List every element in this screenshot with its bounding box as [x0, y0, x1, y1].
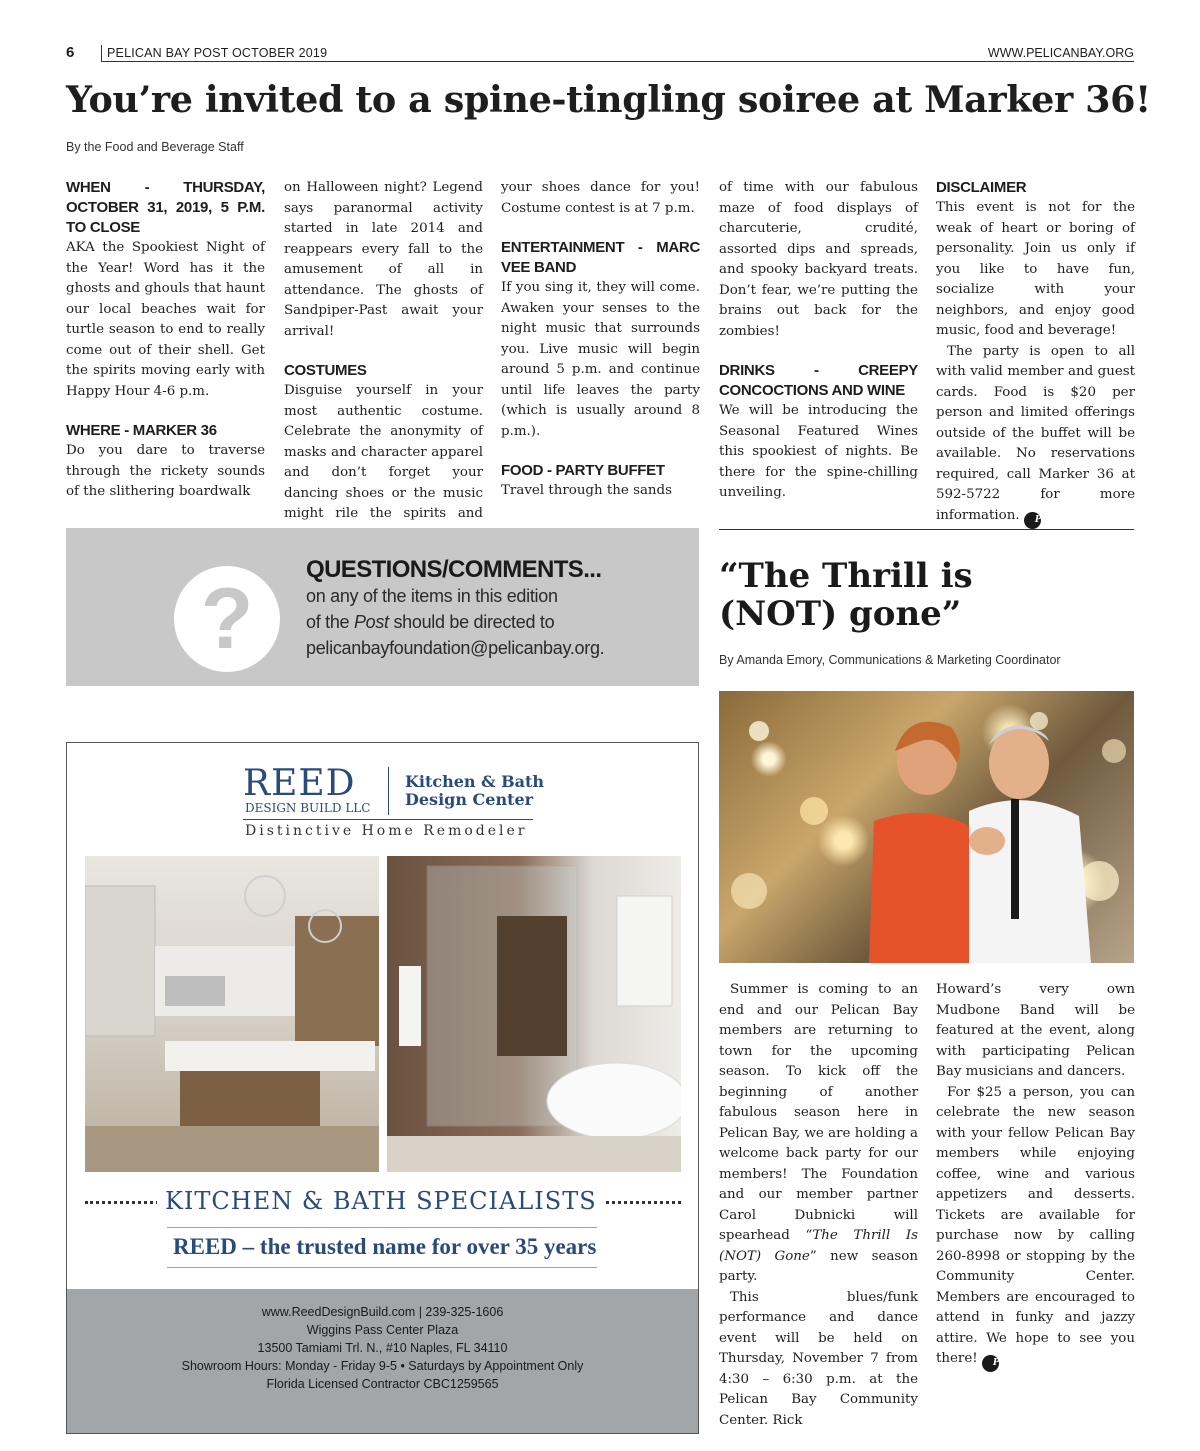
publication-title: PELICAN BAY POST OCTOBER 2019 — [107, 46, 328, 60]
section-divider — [719, 529, 1134, 530]
thrill-paragraph-2: This blues/funk performance and dance event will be held on Thursday, November 7 from 4:30 – 6:30 p.m. at the Pelican Bay Community Center. Rick — [719, 1289, 918, 1428]
article-column-5 — [936, 178, 1135, 529]
entertainment-text: If you sing it, they will come. Awaken your senses to the night music that surrounds you. Live music will begin around 5 p.m. and continue until life leaves the party (which is usually around 8 p.m.). — [501, 280, 700, 439]
costumes-text-continued: your shoes dance for you! Costume contest is at 7 p.m. — [501, 180, 700, 216]
disclaimer-text: This event is not for the weak of heart or boring of personality. Join us only if you like to have fun, socialize with your neighbors, and enjoy good music, food and beverage! — [936, 200, 1135, 338]
ad-plaza-line: Wiggins Pass Center Plaza — [306, 1323, 459, 1337]
ad-license-line: Florida Licensed Contractor CBC1259565 — [266, 1377, 499, 1391]
thrill-paragraph-1 — [719, 980, 918, 1288]
reed-logo: REED — [243, 763, 356, 804]
drinks-heading: DRINKS - CREEPY CONCOCTIONS AND WINE — [719, 362, 918, 399]
thrill-p4-text: For $25 a person, you can celebrate the new season with your fellow Pelican Bay members while enjoying coffee, wine and various appetizers and desserts. Tickets are available for purchase now by calling 260-8998 or stopping by the Community Center. Members are encouraged to attend in funky and jazzy attire. We hope to see you there! — [936, 1084, 1135, 1366]
food-text-continued: of time with our fabulous maze of food displays of charcuterie, crudité, assorted dips and spreads, and spooky backyard treats. Don’t fear, we’re putting the brains out back for the zombies! — [719, 180, 918, 339]
food-text: Travel through the sands — [501, 483, 672, 498]
costumes-text: Disguise yourself in your most authentic costume. Celebrate the anonymity of masks and character apparel and don’t forget your dancing shoes or the music might rile the spirits and — [284, 383, 483, 521]
event-name: The Thrill Is (NOT) Gone — [719, 1228, 918, 1264]
ad-contact-line[interactable]: www.ReedDesignBuild.com | 239-325-1606 — [261, 1305, 504, 1319]
trusted-name-line — [173, 1234, 596, 1260]
header-divider — [101, 45, 102, 62]
questions-line-1: on any of the items in this edition — [306, 586, 558, 606]
header-rule — [101, 61, 1134, 62]
article-column-1 — [66, 178, 265, 503]
questions-line-2 — [306, 609, 554, 635]
logo-divider — [388, 767, 389, 815]
thrill-p1-end: ” new season party. — [719, 1248, 918, 1284]
thrill-byline: By Amanda Emory, Communications & Marketing Coordinator — [719, 653, 1061, 667]
questions-email-link[interactable]: pelicanbayfoundation@pelicanbay.org. — [306, 638, 605, 658]
specialists-rule — [167, 1227, 597, 1228]
where-text-continued: on Halloween night? Legend says paranormal activity started in late 2014 and reappears every fall to the amusement of all in attendance. The ghosts of Sandpiper-Past await your arrival! — [284, 180, 483, 339]
questions-line-2-post: should be directed to — [388, 612, 555, 632]
when-text: AKA the Spookiest Night of the Year! Word has it the ghosts and ghouls that haunt our local beaches wait for turtle season to end to really come out of their shell. Get the spirits moving early with Happy Hour 4-6 p.m. — [66, 240, 265, 399]
food-heading: FOOD - PARTY BUFFET — [501, 462, 665, 479]
end-mark-icon: Pb — [1024, 512, 1041, 529]
where-text: Do you dare to traverse through the rickety sounds of the slithering boardwalk — [66, 443, 265, 499]
kitchen-illustration — [85, 856, 379, 1172]
thrill-paragraph-3: Howard’s very own Mudbone Band will be featured at the event, along with participating Pelican Bay musicians and dancers. — [936, 982, 1135, 1079]
where-heading: WHERE - MARKER 36 — [66, 422, 217, 439]
article-column-2 — [284, 178, 483, 545]
specialists-heading: KITCHEN & BATH SPECIALISTS — [157, 1187, 605, 1215]
ad-tagline: Distinctive Home Remodeler — [245, 823, 528, 839]
website-link[interactable]: WWW.PELICANBAY.ORG — [987, 46, 1134, 60]
drinks-text: We will be introducing the Seasonal Featured Wines this spookiest of nights. Be there for the spine-chilling unveiling. — [719, 403, 918, 500]
when-heading: WHEN - THURSDAY, OCTOBER 31, 2019, 5 P.M. TO CLOSE — [66, 179, 265, 236]
bathroom-photo — [387, 856, 681, 1172]
design-center-line-2: Design Center — [405, 790, 534, 809]
trusted-brand: REED — [173, 1234, 237, 1259]
thrill-p1-text: Summer is coming to an end and our Pelican Bay members are returning to town for the upcoming season. To kick off the beginning of another fabulous season here in Pelican Bay, we are holding a welcome back party for our members! The Foundation and our member partner Carol Dubnicki will spearhead “ — [719, 982, 918, 1243]
questions-box — [66, 528, 699, 686]
trusted-rest: – the trusted name for over 35 years — [236, 1234, 597, 1259]
costumes-heading: COSTUMES — [284, 362, 367, 379]
page-number: 6 — [66, 44, 75, 61]
byline: By the Food and Beverage Staff — [66, 140, 244, 154]
page-title: You’re invited to a spine-tingling soiree at Marker 36! — [66, 78, 1151, 121]
trusted-rule — [167, 1267, 597, 1268]
kitchen-photo — [85, 856, 379, 1172]
design-center-title — [405, 773, 544, 809]
bathroom-illustration — [387, 856, 681, 1172]
party-text-body: The party is open to all with valid member and guest cards. Food is $20 per person and limited offerings outside of the buffet will be available. No reservations required, call Marker 36 at 592-5722 for more information. — [936, 343, 1135, 523]
thrill-column-2 — [936, 980, 1135, 1372]
thrill-title-line-1: “The Thrill is — [719, 556, 973, 596]
ad-address-line: 13500 Tamiami Trl. N., #10 Naples, FL 34110 — [257, 1341, 508, 1355]
entertainment-heading: ENTERTAINMENT - MARC VEE BAND — [501, 239, 700, 276]
article-column-3 — [501, 178, 700, 502]
question-mark-icon: ? — [174, 566, 280, 672]
design-center-line-1: Kitchen & Bath — [405, 772, 545, 791]
couple-dancing-photo — [719, 691, 1134, 963]
article-column-4 — [719, 178, 918, 504]
ad-hours-line: Showroom Hours: Monday - Friday 9-5 • Saturdays by Appointment Only — [181, 1359, 584, 1373]
thrill-title-line-2: (NOT) gone” — [719, 594, 962, 634]
party-text — [936, 342, 1135, 529]
logo-rule — [243, 819, 533, 820]
ad-contact-panel — [67, 1289, 698, 1433]
questions-title: QUESTIONS/COMMENTS... — [306, 556, 602, 583]
reed-advertisement[interactable] — [66, 742, 699, 1434]
disclaimer-heading: DISCLAIMER — [936, 179, 1027, 196]
end-mark-icon: Pb — [982, 1355, 999, 1372]
reed-logo-sub: DESIGN BUILD LLC — [245, 801, 371, 815]
questions-line-2-pre: of the — [306, 612, 354, 632]
thrill-column-1 — [719, 980, 918, 1431]
thrill-title — [719, 557, 973, 633]
thrill-paragraph-4 — [936, 1083, 1135, 1373]
post-title: Post — [353, 612, 389, 632]
photo-illustration — [719, 691, 1134, 963]
